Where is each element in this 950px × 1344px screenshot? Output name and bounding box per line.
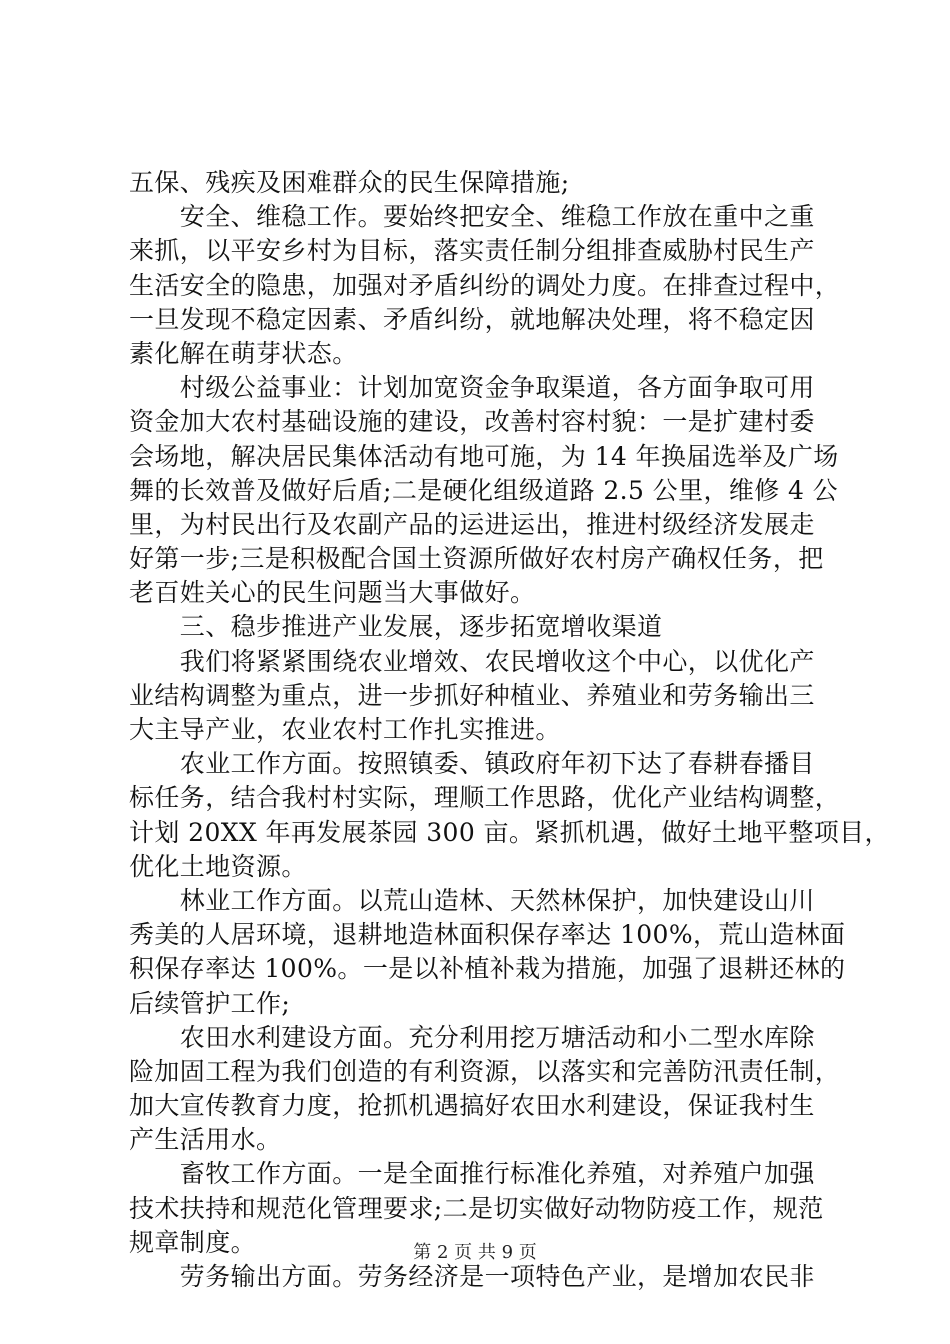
text-line: 我们将紧紧围绕农业增效、农民增收这个中心，以优化产 (129, 646, 815, 676)
text-line: 村级公益事业：计划加宽资金争取渠道，各方面争取可用 (129, 373, 815, 403)
text-line: 资金加大农村基础设施的建设，改善村容村貌：一是扩建村委 (129, 407, 815, 437)
text-line: 业结构调整为重点，进一步抓好种植业、养殖业和劳务输出三 (129, 680, 815, 710)
text-line: 农田水利建设方面。充分利用挖万塘活动和小二型水库除 (129, 1022, 815, 1052)
text-line: 林业工作方面。以荒山造林、天然林保护，加快建设山川 (129, 885, 815, 915)
text-line: 老百姓关心的民生问题当大事做好。 (129, 578, 536, 608)
text-line: 秀美的人居环境，退耕地造林面积保存率达 100%，荒山造林面 (129, 920, 846, 950)
text-line: 里，为村民出行及农副产品的运进运出，推进村级经济发展走 (129, 509, 815, 539)
page-number: 第 2 页 共 9 页 (413, 1242, 537, 1263)
text-line: 险加固工程为我们创造的有利资源，以落实和完善防汛责任制， (129, 1056, 841, 1086)
text-line: 计划 20XX 年再发展茶园 300 亩。紧抓机遇，做好土地平整项目， (129, 817, 890, 847)
text-line: 劳务输出方面。劳务经济是一项特色产业，是增加农民非 (129, 1262, 815, 1291)
text-line: 舞的长效普及做好后盾;二是硬化组级道路 2.5 公里，维修 4 公 (129, 475, 839, 505)
text-line: 积保存率达 100%。一是以补植补栽为措施，加强了退耕还林的 (129, 954, 846, 984)
text-line: 畜牧工作方面。一是全面推行标准化养殖，对养殖户加强 (129, 1159, 815, 1189)
text-line: 好第一步;三是积极配合国土资源所做好农村房产确权任务，把 (129, 544, 824, 574)
text-line: 五保、残疾及困难群众的民生保障措施; (129, 168, 570, 197)
text-line: 优化土地资源。 (129, 851, 307, 881)
text-line: 来抓，以平安乡村为目标，落实责任制分组排查威胁村民生产 (129, 236, 815, 266)
text-line: 一旦发现不稳定因素、矛盾纠纷，就地解决处理，将不稳定因 (129, 304, 815, 334)
text-line: 技术扶持和规范化管理要求;二是切实做好动物防疫工作，规范 (129, 1193, 824, 1223)
text-line: 安全、维稳工作。要始终把安全、维稳工作放在重中之重 (129, 202, 815, 232)
document-body (129, 166, 890, 1294)
text-line: 会场地，解决居民集体活动有地可施，为 14 年换届选举及广场 (129, 441, 839, 471)
text-line: 后续管护工作; (129, 988, 291, 1018)
text-line: 素化解在萌芽状态。 (129, 338, 358, 368)
text-line: 加大宣传教育力度，抢抓机遇搞好农田水利建设，保证我村生 (129, 1091, 815, 1121)
text-line: 产生活用水。 (129, 1125, 282, 1155)
text-line: 标任务，结合我村村实际，理顺工作思路，优化产业结构调整， (129, 783, 841, 813)
text-line: 大主导产业，农业农村工作扎实推进。 (129, 715, 561, 744)
text-line: 规章制度。 (129, 1227, 257, 1257)
text-line: 生活安全的隐患，加强对矛盾纠纷的调处力度。在排查过程中， (129, 270, 841, 300)
section-heading: 三、稳步推进产业发展，逐步拓宽增收渠道 (129, 612, 663, 642)
text-line: 农业工作方面。按照镇委、镇政府年初下达了春耕春播目 (129, 749, 815, 779)
page-footer (0, 1238, 950, 1264)
